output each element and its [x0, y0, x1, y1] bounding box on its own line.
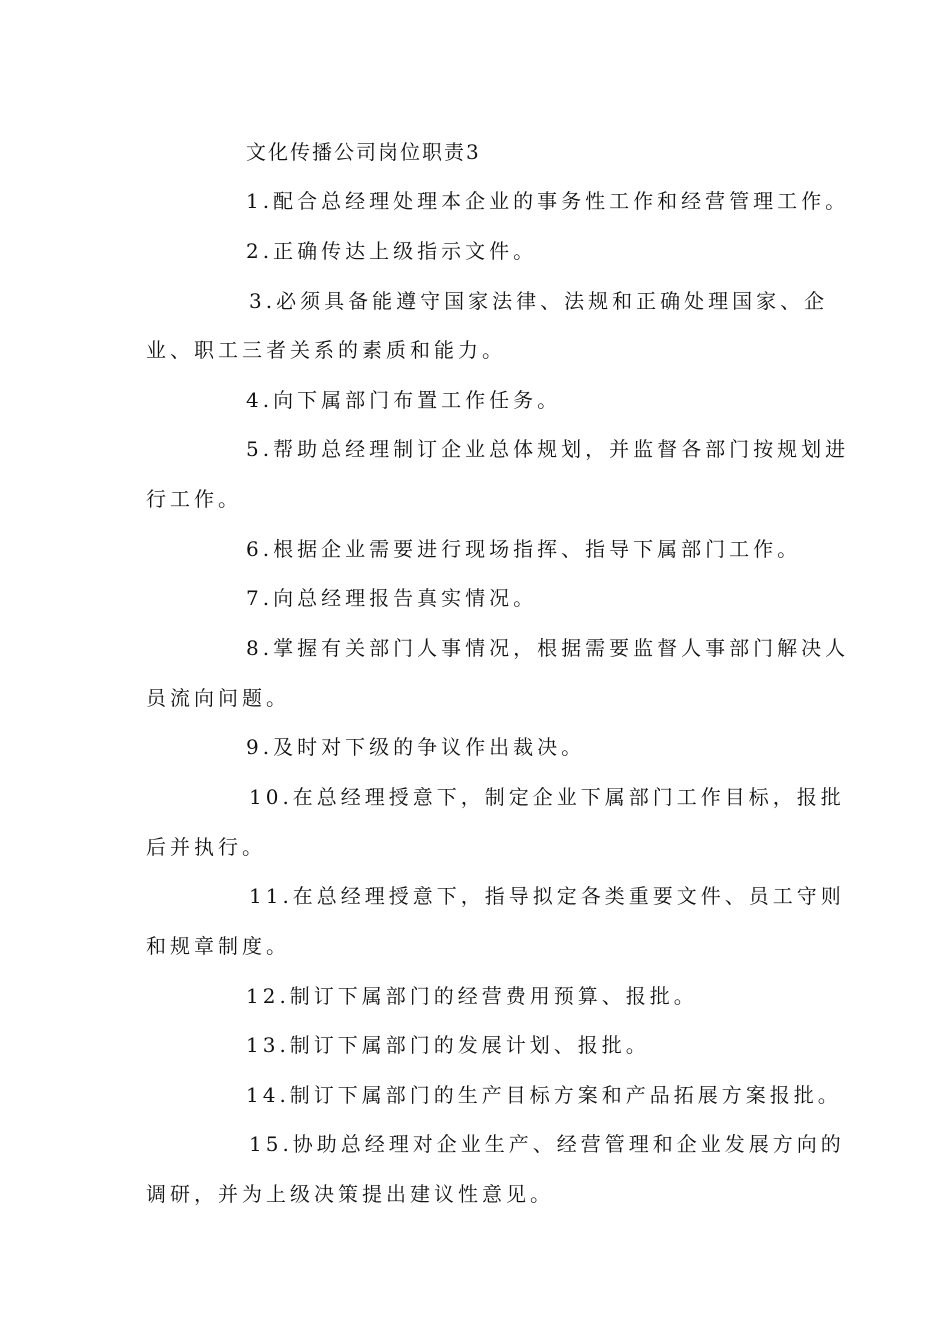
duty-item-4: 4.向下属部门布置工作任务。	[246, 388, 562, 412]
duty-item-7: 7.向总经理报告真实情况。	[246, 586, 538, 610]
duty-item-11: 11.在总经理授意下，指导拟定各类重要文件、员工守则	[249, 884, 845, 908]
duty-item-15: 15.协助总经理对企业生产、经营管理和企业发展方向的	[249, 1132, 845, 1156]
duty-item-9: 9.及时对下级的争议作出裁决。	[246, 735, 586, 759]
duty-item-5-continued: 行工作。	[146, 487, 242, 511]
duty-item-3: 3.必须具备能遵守国家法律、法规和正确处理国家、企	[249, 289, 829, 313]
duty-item-5: 5.帮助总经理制订企业总体规划，并监督各部门按规划进	[246, 437, 850, 461]
duty-item-2: 2.正确传达上级指示文件。	[246, 239, 538, 263]
duty-item-10-continued: 后并执行。	[146, 835, 266, 859]
duty-item-15-continued: 调研，并为上级决策提出建议性意见。	[146, 1182, 554, 1206]
document-title: 文化传播公司岗位职责3	[246, 140, 481, 164]
duty-item-8-continued: 员流向问题。	[146, 686, 290, 710]
duty-item-3-continued: 业、职工三者关系的素质和能力。	[146, 338, 506, 362]
duty-item-8: 8.掌握有关部门人事情况，根据需要监督人事部门解决人	[246, 636, 850, 660]
duty-item-10: 10.在总经理授意下，制定企业下属部门工作目标，报批	[249, 785, 845, 809]
duty-item-12: 12.制订下属部门的经营费用预算、报批。	[246, 984, 698, 1008]
duty-item-11-continued: 和规章制度。	[146, 934, 290, 958]
duty-item-1: 1.配合总经理处理本企业的事务性工作和经营管理工作。	[246, 189, 850, 213]
duty-item-14: 14.制订下属部门的生产目标方案和产品拓展方案报批。	[246, 1083, 842, 1107]
duty-item-6: 6.根据企业需要进行现场指挥、指导下属部门工作。	[246, 537, 802, 561]
duty-item-13: 13.制订下属部门的发展计划、报批。	[246, 1033, 650, 1057]
